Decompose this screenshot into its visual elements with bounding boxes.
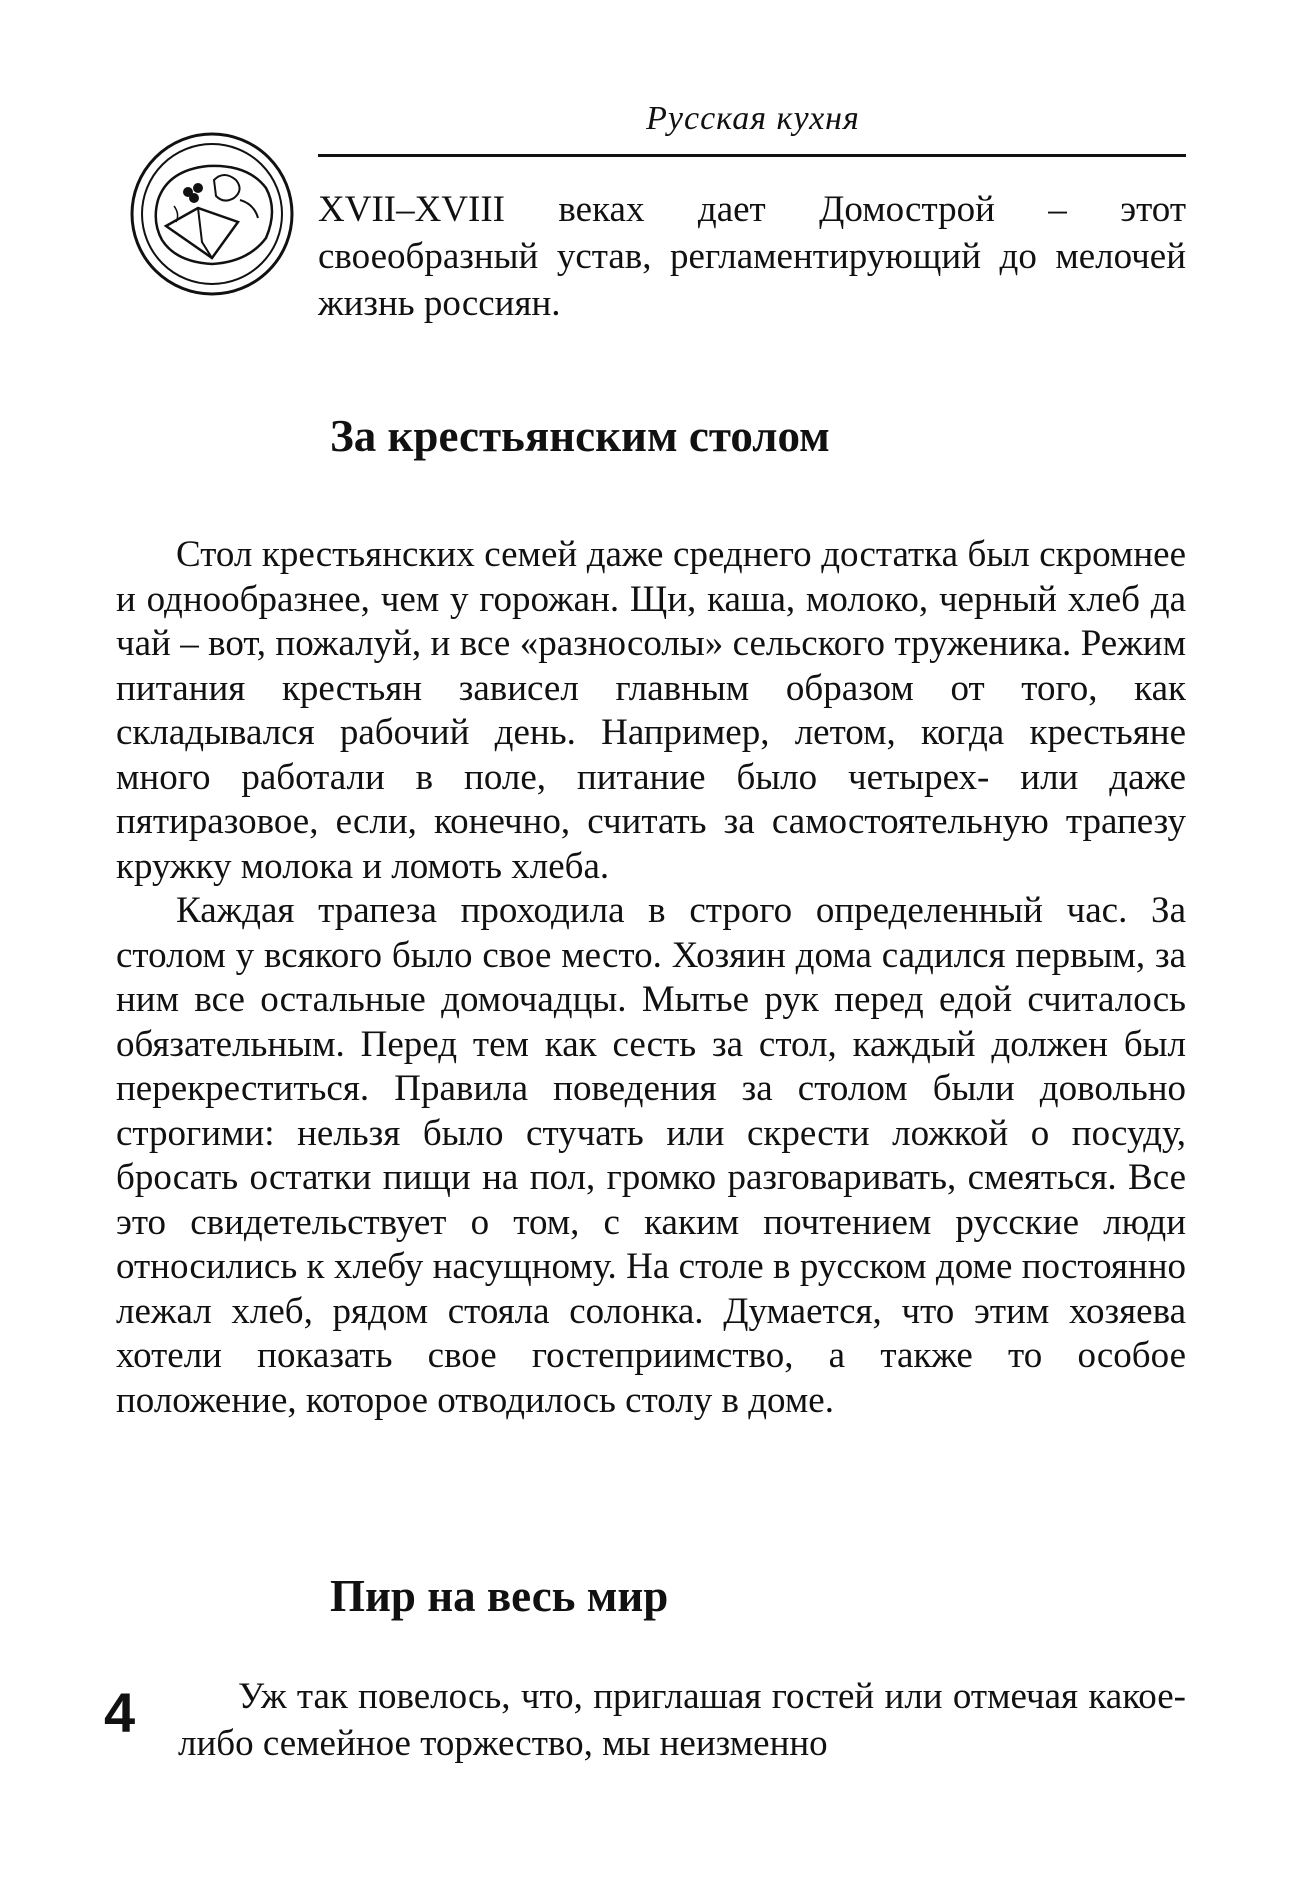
paragraph: Каждая трапеза проходила в строго определенный час. За столом у всякого было свое место. Хозяин дома садился первым, за ним все остальные домочадцы. Мытье рук перед едой считалось обязательным. Перед тем как сесть за стол, каждый должен был перекреститься. Правила поведения за столом были довольно строгими: нельзя было стучать или скрести ложкой о посуду, бросать остатки пищи на пол, громко разговаривать, смеяться. Все это свидетельствует о том, с каким почтением русские люди относились к хлебу насущному. На столе в русском доме постоянно лежал хлеб, рядом стояла солонка. Думается, что этим хозяева хотели показать свое гостеприимство, а также то особое положение, которое отводилось столу в доме. bbox=[116, 890, 1186, 1421]
section-peasant-table-text bbox=[116, 533, 1186, 1423]
section-heading-feast: Пир на весь мир bbox=[330, 1571, 669, 1621]
section-heading-peasant-table: За крестьянским столом bbox=[330, 411, 830, 461]
page-number: 4 bbox=[104, 1681, 136, 1744]
plate-with-pie-icon bbox=[128, 130, 296, 298]
paragraph: Стол крестьянских семей даже среднего достатка был скромнее и однообразнее, чем у горожан. Щи, каша, молоко, черный хлеб да чай – вот, пожалуй, и все «разносолы» сельского труженика. Режим питания крестьян зависел главным образом от того, как складывался рабочий день. Например, летом, когда крестьяне много работали в поле, питание было четырех- или даже пятиразовое, если, конечно, считать за самостоятельную трапезу кружку молока и ломоть хлеба. bbox=[116, 534, 1186, 887]
header-rule bbox=[318, 154, 1186, 157]
running-title bbox=[320, 100, 1186, 138]
running-title-text: Русская кухня bbox=[646, 100, 860, 137]
intro-text bbox=[318, 186, 1186, 327]
section-feast-text bbox=[178, 1673, 1186, 1767]
paragraph: Уж так повелось, что, приглашая гостей или отмечая какое-либо семейное торжество, мы неизменно bbox=[178, 1676, 1186, 1764]
intro-paragraph: XVII–XVIII веках дает Домострой – этот своеобразный устав, регламентирующий до мелочей жизнь россиян. bbox=[318, 189, 1186, 324]
